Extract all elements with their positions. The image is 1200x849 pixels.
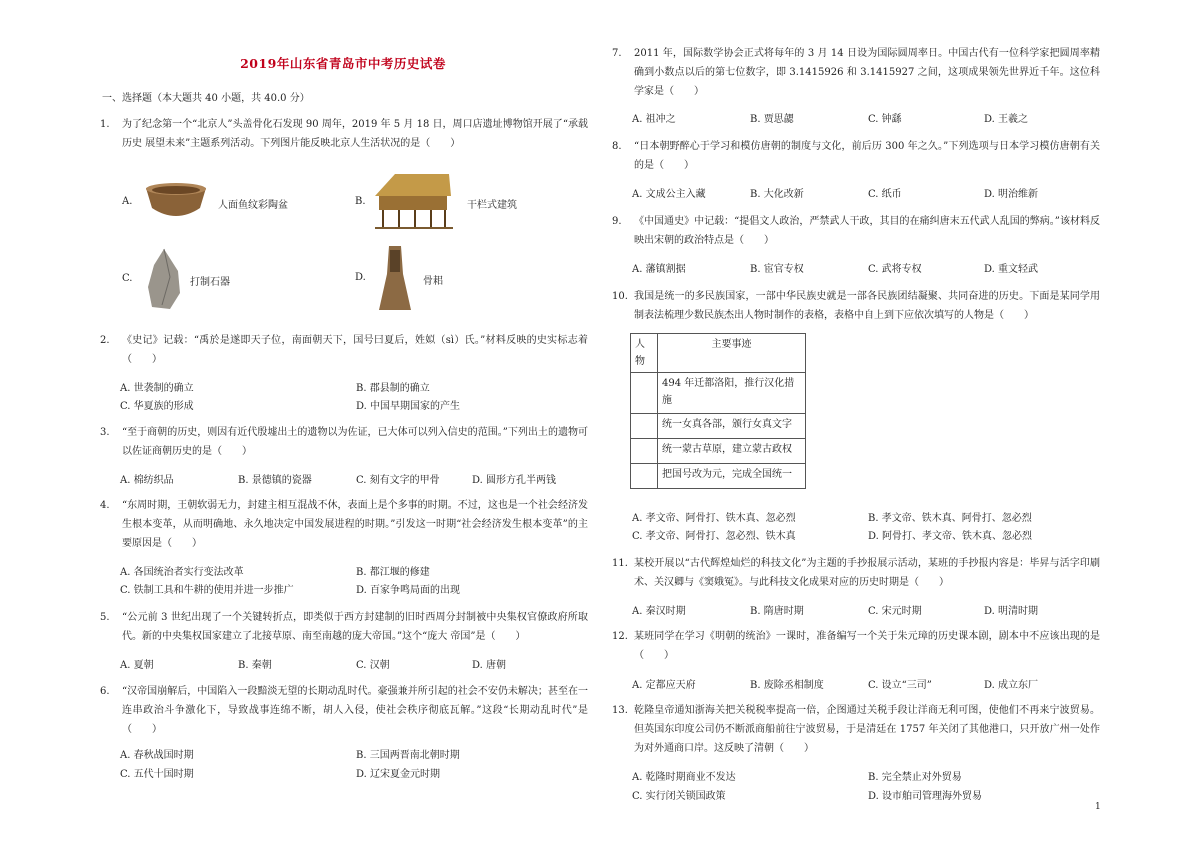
question-number: 4. (100, 500, 110, 511)
page-number: 1 (1095, 802, 1101, 812)
question-11 (610, 554, 1100, 592)
question-12 (610, 627, 1100, 665)
option-a[interactable]: A. 棉纺织品 (120, 475, 174, 486)
option-b[interactable]: B. 孝文帝、铁木真、阿骨打、忽必烈 (868, 513, 1032, 524)
figure-caption: 干栏式建筑 (467, 200, 517, 211)
option-c[interactable]: C. 实行闭关锁国政策 (632, 791, 726, 802)
question-stem: “汉帝国崩解后，中国陷入一段黯淡无望的长期动乱时代。豪强兼并所引起的社会不安仍未解决；甚至在一连串政治斗争激化下，导致战事连绵不断，胡人入侵，使社会秩序彻底瓦解。”这段“长期动乱时代”是（ ） (122, 686, 588, 735)
option-d[interactable]: D. 明治维新 (984, 189, 1039, 200)
option-a[interactable]: A. 文成公主入藏 (632, 189, 706, 200)
option-c[interactable]: C. 汉朝 (356, 660, 390, 671)
table-header-row (631, 334, 806, 373)
option-b[interactable]: B. 都江堰的修建 (356, 567, 430, 578)
table-row (631, 464, 806, 489)
option-d[interactable]: D. 重文轻武 (984, 264, 1039, 275)
option-c[interactable]: C. 华夏族的形成 (120, 401, 194, 412)
option-c[interactable]: C. 武将专权 (868, 264, 922, 275)
option-d[interactable]: D. 明清时期 (984, 606, 1039, 617)
question-stem: 《中国通史》中记载：“提倡文人政治，严禁武人干政，其目的在痛纠唐末五代武人乱国的弊病。”该材料反映出宋朝的政治特点是（ ） (634, 216, 1100, 246)
option-a[interactable]: A. 孝文帝、阿骨打、铁木真、忽必烈 (632, 513, 796, 524)
question-2 (98, 331, 588, 369)
option-d[interactable]: D. 唐朝 (472, 660, 507, 671)
question-5 (98, 608, 588, 646)
page-title: 2019年山东省青岛市中考历史试卷 (240, 56, 446, 71)
option-a[interactable]: A. 世袭制的确立 (120, 383, 194, 394)
question-stem: “日本朝野醉心于学习和模仿唐朝的制度与文化，前后历 300 年之久。”下列选项与日本学习模仿唐朝有关的是（ ） (634, 141, 1100, 171)
pottery-basin-icon (142, 178, 210, 226)
bone-spade-icon (375, 244, 415, 314)
table-row (631, 414, 806, 439)
question-10 (610, 287, 1100, 325)
option-c[interactable]: C. 宋元时期 (868, 606, 922, 617)
table-cell: 统一女真各部，颁行女真文字 (658, 414, 806, 439)
question-number: 3. (100, 427, 110, 438)
option-b[interactable]: B. 秦朝 (238, 660, 272, 671)
question-number: 9. (612, 216, 622, 227)
question-stem: 2011 年，国际数学协会正式将每年的 3 月 14 日设为国际圆周率日。中国古代有一位科学家把圆周率精确到小数点以后的第七位数字，即 3.1415926 和 3.1415927 之间，这项成果领先世界近千年。这位科学家是（ ） (634, 48, 1100, 97)
option-b[interactable]: B. 废除丞相制度 (750, 680, 824, 691)
option-c[interactable]: C. 纸币 (868, 189, 902, 200)
stone-tool-icon (144, 247, 184, 311)
option-d[interactable]: D. 阿骨打、孝文帝、铁木真、忽必烈 (868, 531, 1033, 542)
option-c[interactable]: C. 铁制工具和牛耕的使用并进一步推广 (120, 585, 294, 596)
question-number: 11. (612, 558, 628, 569)
question-stem: “东周时期，王朝软弱无力，封建主相互混战不休，表面上是个多事的时期。不过，这也是一个社会经济发生根本变革，从而明确地、永久地决定中国发展进程的时期。”引发这一时期“社会经济发生根本变革”的主要原因是（ ） (122, 500, 588, 549)
option-b[interactable]: B. 宦官专权 (750, 264, 804, 275)
question-number: 6. (100, 686, 110, 697)
question-stem: 为了纪念第一个“北京人”头盖骨化石发现 90 周年，2019 年 5 月 18 日，周口店遗址博物馆开展了“承载历史 展望未来”主题系列活动。下列图片能反映北京人生活状况的是（ ） (122, 119, 588, 149)
question-number: 12. (612, 631, 628, 642)
question-stem: 某班同学在学习《明朝的统治》一课时，准备编写一个关于朱元璋的历史课本剧，剧本中不应该出现的是（ ） (634, 631, 1100, 661)
question-number: 10. (612, 291, 628, 302)
table-header-cell: 主要事迹 (658, 334, 806, 373)
option-b[interactable]: B. 景德镇的瓷器 (238, 475, 312, 486)
figure-caption: 人面鱼纹彩陶盆 (218, 200, 288, 211)
question-8 (610, 137, 1100, 175)
table-row (631, 373, 806, 414)
option-figure-a: A. 人面鱼纹彩陶盆 (122, 178, 342, 228)
question-7 (610, 44, 1100, 101)
question-number: 8. (612, 141, 622, 152)
question-13 (610, 701, 1100, 758)
question-stem: 《史记》记载：“禹於是遂即天子位，南面朝天下，国号曰夏后，姓姒（sì）氏。”材料反映的史实标志着（ ） (122, 335, 588, 365)
option-figure-c: C. 打制石器 (122, 247, 342, 311)
table-cell: 把国号改为元，完成全国统一 (658, 464, 806, 489)
question-3 (98, 423, 588, 461)
option-d[interactable]: D. 中国早期国家的产生 (356, 401, 461, 412)
option-d[interactable]: D. 百家争鸣局面的出现 (356, 585, 461, 596)
question-stem: 我国是统一的多民族国家，一部中华民族史就是一部各民族团结凝聚、共同奋进的历史。下面是某同学用制表法梳理少数民族杰出人物时制作的表格，表格中自上到下应依次填写的人物是（ ） (634, 291, 1100, 321)
option-figure-b: B. 干栏式建筑 (355, 170, 585, 230)
figure-caption: 骨耜 (423, 276, 443, 287)
option-a[interactable]: A. 乾隆时期商业不发达 (632, 772, 736, 783)
question-stem: 乾隆皇帝通知浙海关把关税税率提高一倍，企图通过关税手段让洋商无利可图，使他们不再来宁波贸易。但英国东印度公司仍不断派商船前往宁波贸易，于是清廷在 1757 年关闭了其他港口，只开放广州一处作为对外通商口岸。这反映了清朝（ ） (634, 705, 1100, 754)
question-number: 5. (100, 612, 110, 623)
option-c[interactable]: C. 钟繇 (868, 114, 902, 125)
question-1 (98, 115, 588, 153)
option-b[interactable]: B. 郡县制的确立 (356, 383, 430, 394)
option-a[interactable]: A. 各国统治者实行变法改革 (120, 567, 244, 578)
question-6 (98, 682, 588, 739)
table-row (631, 439, 806, 464)
figures-table (630, 333, 806, 489)
section-heading: 一、选择题（本大题共 40 小题，共 40.0 分） (102, 93, 310, 104)
option-figure-d: D. 骨耜 (355, 244, 555, 314)
question-stem: 某校开展以“古代辉煌灿烂的科技文化”为主题的手抄报展示活动，某班的手抄报内容是：毕昇与活字印刷术、关汉卿与《窦娥冤》。与此科技文化成果对应的历史时期是（ ） (634, 558, 1100, 588)
option-b[interactable]: B. 贾思勰 (750, 114, 794, 125)
question-number: 7. (612, 48, 622, 59)
question-stem: “至于商朝的历史，则因有近代殷墟出土的遗物以为佐证，已大体可以列入信史的范围。”下列出土的遗物可以佐证商朝历史的是（ ） (122, 427, 588, 457)
table-cell: 494 年迁都洛阳，推行汉化措施 (658, 373, 806, 414)
option-d[interactable]: D. 设市舶司管理海外贸易 (868, 791, 983, 802)
option-a[interactable]: A. 藩镇割据 (632, 264, 686, 275)
option-a[interactable]: A. 夏朝 (120, 660, 154, 671)
option-a[interactable]: A. 春秋战国时期 (120, 750, 194, 761)
table-cell: 统一蒙古草原，建立蒙古政权 (658, 439, 806, 464)
question-9 (610, 212, 1100, 250)
option-c[interactable]: C. 孝文帝、阿骨打、忽必烈、铁木真 (632, 531, 796, 542)
option-a[interactable]: A. 祖冲之 (632, 114, 676, 125)
option-c[interactable]: C. 五代十国时期 (120, 769, 194, 780)
question-number: 1. (100, 119, 110, 130)
option-d[interactable]: D. 王羲之 (984, 114, 1029, 125)
option-a[interactable]: A. 定都应天府 (632, 680, 696, 691)
table-header-cell: 人物 (631, 334, 658, 373)
question-number: 13. (612, 705, 628, 716)
option-d[interactable]: D. 成立东厂 (984, 680, 1039, 691)
option-d[interactable]: D. 圆形方孔半两钱 (472, 475, 557, 486)
question-4 (98, 496, 588, 553)
option-b[interactable]: B. 大化改新 (750, 189, 804, 200)
figure-caption: 打制石器 (190, 277, 230, 288)
stilt-house-icon (369, 170, 455, 232)
option-c[interactable]: C. 设立“三司” (868, 680, 932, 691)
option-b[interactable]: B. 三国两晋南北朝时期 (356, 750, 460, 761)
option-c[interactable]: C. 刻有文字的甲骨 (356, 475, 440, 486)
option-d[interactable]: D. 辽宋夏金元时期 (356, 769, 441, 780)
question-stem: “公元前 3 世纪出现了一个关键转折点，即类似于西方封建制的旧时西周分封制被中央集权官僚政府所取代。新的中央集权国家建立了北接草原、南至南越的庞大帝国。”这个“庞大 帝国”是（ ） (122, 612, 588, 642)
option-b[interactable]: B. 隋唐时期 (750, 606, 804, 617)
option-a[interactable]: A. 秦汉时期 (632, 606, 686, 617)
question-number: 2. (100, 335, 110, 346)
option-b[interactable]: B. 完全禁止对外贸易 (868, 772, 962, 783)
